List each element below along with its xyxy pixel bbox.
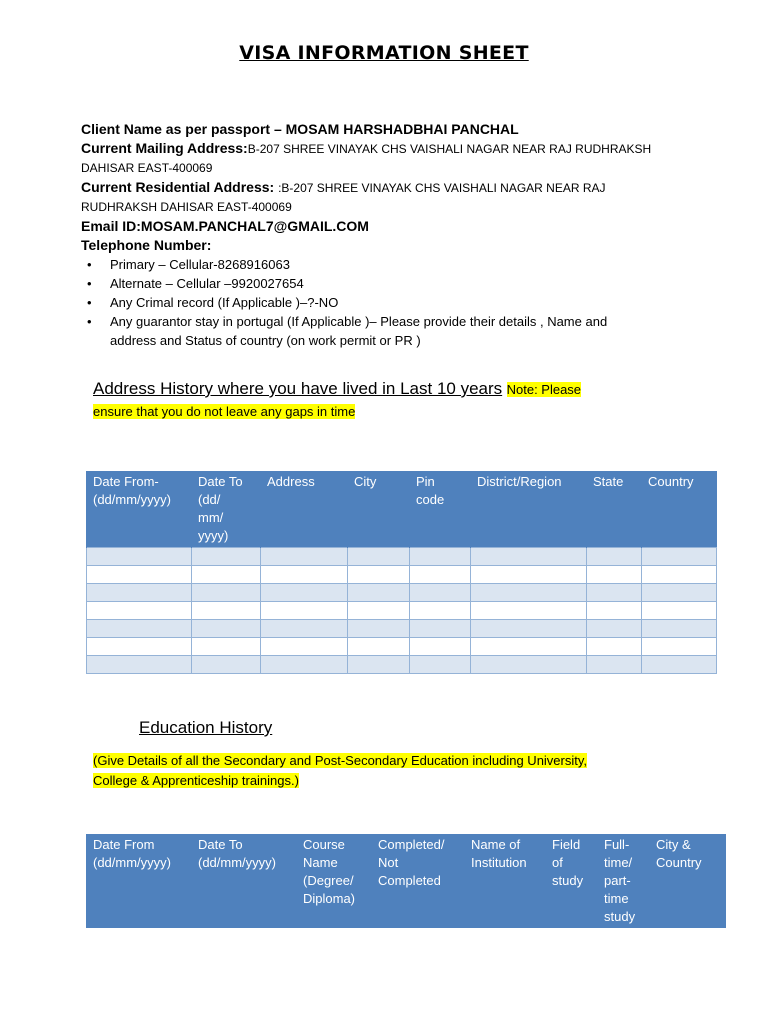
address-history-table xyxy=(86,471,717,674)
education-note-line-2: College & Apprenticeship trainings.) xyxy=(93,773,299,788)
table-cell[interactable] xyxy=(192,620,261,638)
column-header: District/Region xyxy=(471,471,587,548)
table-cell[interactable] xyxy=(642,620,717,638)
table-cell[interactable] xyxy=(587,548,642,566)
contact-bullet-list xyxy=(81,255,681,350)
table-cell[interactable] xyxy=(642,584,717,602)
column-header: Date From (dd/mm/yyyy) xyxy=(87,834,192,928)
table-cell[interactable] xyxy=(348,566,410,584)
table-cell[interactable] xyxy=(87,638,192,656)
bullet-text: Primary – Cellular-8268916063 xyxy=(110,257,290,272)
table-cell[interactable] xyxy=(192,566,261,584)
column-header: Course Name (Degree/ Diploma) xyxy=(297,834,372,928)
address-history-header xyxy=(93,378,673,423)
table-cell[interactable] xyxy=(261,548,348,566)
client-name-line xyxy=(81,120,681,139)
table-cell[interactable] xyxy=(642,656,717,674)
table-cell[interactable] xyxy=(642,566,717,584)
table-cell[interactable] xyxy=(261,656,348,674)
column-header: Date To (dd/mm/yyyy) xyxy=(192,834,297,928)
telephone-label: Telephone Number: xyxy=(81,237,212,253)
education-table-header-row xyxy=(87,834,726,928)
table-cell[interactable] xyxy=(410,566,471,584)
bullet-text: Alternate – Cellular –9920027654 xyxy=(110,276,304,291)
table-row xyxy=(87,584,717,602)
column-header: Pin code xyxy=(410,471,471,548)
education-history-note xyxy=(93,751,653,791)
residential-address-value-2: RUDHRAKSH DAHISAR EAST-400069 xyxy=(81,200,292,214)
education-note-line-1: (Give Details of all the Secondary and Post-Secondary Education including University, xyxy=(93,753,588,768)
column-header: Country xyxy=(642,471,717,548)
table-cell[interactable] xyxy=(587,584,642,602)
table-cell[interactable] xyxy=(471,566,587,584)
column-header: City xyxy=(348,471,410,548)
column-header: Field of study xyxy=(546,834,598,928)
table-cell[interactable] xyxy=(87,548,192,566)
table-cell[interactable] xyxy=(587,638,642,656)
column-header: Full- time/ part- time study xyxy=(598,834,650,928)
client-name-sep: – xyxy=(270,121,286,137)
table-cell[interactable] xyxy=(348,548,410,566)
table-cell[interactable] xyxy=(348,584,410,602)
address-table-header-row xyxy=(87,471,717,548)
table-cell[interactable] xyxy=(471,584,587,602)
table-cell[interactable] xyxy=(410,656,471,674)
table-cell[interactable] xyxy=(471,548,587,566)
column-header: Completed/ Not Completed xyxy=(372,834,465,928)
table-cell[interactable] xyxy=(410,638,471,656)
email-label: Email ID: xyxy=(81,218,141,234)
table-cell[interactable] xyxy=(348,638,410,656)
bullet-icon: • xyxy=(87,295,92,310)
table-cell[interactable] xyxy=(192,602,261,620)
column-header: State xyxy=(587,471,642,548)
bullet-icon: • xyxy=(87,276,92,291)
table-cell[interactable] xyxy=(471,638,587,656)
email-value: MOSAM.PANCHAL7@GMAIL.COM xyxy=(140,218,369,234)
table-cell[interactable] xyxy=(587,620,642,638)
table-cell[interactable] xyxy=(471,602,587,620)
table-cell[interactable] xyxy=(587,602,642,620)
table-cell[interactable] xyxy=(87,656,192,674)
table-cell[interactable] xyxy=(410,620,471,638)
bullet-text: Any guarantor stay in portugal (If Applicable )– Please provide their details , Name and xyxy=(110,314,608,329)
table-row xyxy=(87,566,717,584)
table-cell[interactable] xyxy=(87,584,192,602)
table-cell[interactable] xyxy=(642,548,717,566)
address-history-heading: Address History where you have lived in Last 10 years xyxy=(93,379,503,398)
address-history-note-2: ensure that you do not leave any gaps in time xyxy=(93,404,356,419)
table-cell[interactable] xyxy=(587,656,642,674)
table-cell[interactable] xyxy=(261,584,348,602)
client-name-value: MOSAM HARSHADBHAI PANCHAL xyxy=(285,121,519,137)
mailing-address-value: B-207 SHREE VINAYAK CHS VAISHALI NAGAR NEAR RAJ RUDHRAKSH xyxy=(247,142,652,156)
mailing-address-label: Current Mailing Address: xyxy=(81,140,248,156)
bullet-icon: • xyxy=(87,257,92,272)
column-header: City & Country xyxy=(650,834,726,928)
bullet-icon: • xyxy=(87,314,92,329)
table-cell[interactable] xyxy=(261,566,348,584)
table-row xyxy=(87,656,717,674)
table-cell[interactable] xyxy=(410,548,471,566)
table-cell[interactable] xyxy=(261,602,348,620)
table-cell[interactable] xyxy=(587,566,642,584)
table-cell[interactable] xyxy=(642,638,717,656)
bullet-text: Any Crimal record (If Applicable )–?-NO xyxy=(110,295,339,310)
bullet-item xyxy=(81,293,681,312)
table-cell[interactable] xyxy=(348,602,410,620)
column-header: Date To (dd/ mm/ yyyy) xyxy=(192,471,261,548)
bullet-text: address and Status of country (on work permit or PR ) xyxy=(110,333,421,348)
mailing-address-line xyxy=(81,139,681,159)
table-row xyxy=(87,602,717,620)
residential-address-label: Current Residential Address: xyxy=(81,179,279,195)
table-cell[interactable] xyxy=(410,602,471,620)
table-cell[interactable] xyxy=(410,584,471,602)
table-cell[interactable] xyxy=(471,656,587,674)
residential-address-line xyxy=(81,178,681,198)
table-row xyxy=(87,620,717,638)
table-cell[interactable] xyxy=(87,620,192,638)
table-row xyxy=(87,638,717,656)
mailing-address-value-2: DAHISAR EAST-400069 xyxy=(81,161,213,175)
table-cell[interactable] xyxy=(87,566,192,584)
client-name-label: Client Name as per passport xyxy=(81,121,271,137)
column-header: Name of Institution xyxy=(465,834,546,928)
table-cell[interactable] xyxy=(192,584,261,602)
education-history-table xyxy=(86,834,726,928)
bullet-continuation xyxy=(81,331,681,350)
residential-address-value: :B-207 SHREE VINAYAK CHS VAISHALI NAGAR NEAR RAJ xyxy=(278,181,606,195)
table-cell[interactable] xyxy=(192,638,261,656)
email-line xyxy=(81,217,681,236)
column-header: Address xyxy=(261,471,348,548)
table-cell[interactable] xyxy=(348,656,410,674)
table-cell[interactable] xyxy=(261,638,348,656)
address-history-note: Note: Please xyxy=(506,382,582,397)
bullet-item xyxy=(81,312,681,331)
education-history-heading: Education History xyxy=(139,718,273,737)
table-cell[interactable] xyxy=(192,656,261,674)
table-cell[interactable] xyxy=(471,620,587,638)
table-cell[interactable] xyxy=(642,602,717,620)
table-cell[interactable] xyxy=(192,548,261,566)
bullet-item xyxy=(81,255,681,274)
page-title: VISA INFORMATION SHEET xyxy=(239,42,529,64)
table-row xyxy=(87,548,717,566)
client-info xyxy=(81,120,681,350)
table-cell[interactable] xyxy=(348,620,410,638)
table-cell[interactable] xyxy=(87,602,192,620)
column-header: Date From- (dd/mm/yyyy) xyxy=(87,471,192,548)
table-cell[interactable] xyxy=(261,620,348,638)
bullet-item xyxy=(81,274,681,293)
